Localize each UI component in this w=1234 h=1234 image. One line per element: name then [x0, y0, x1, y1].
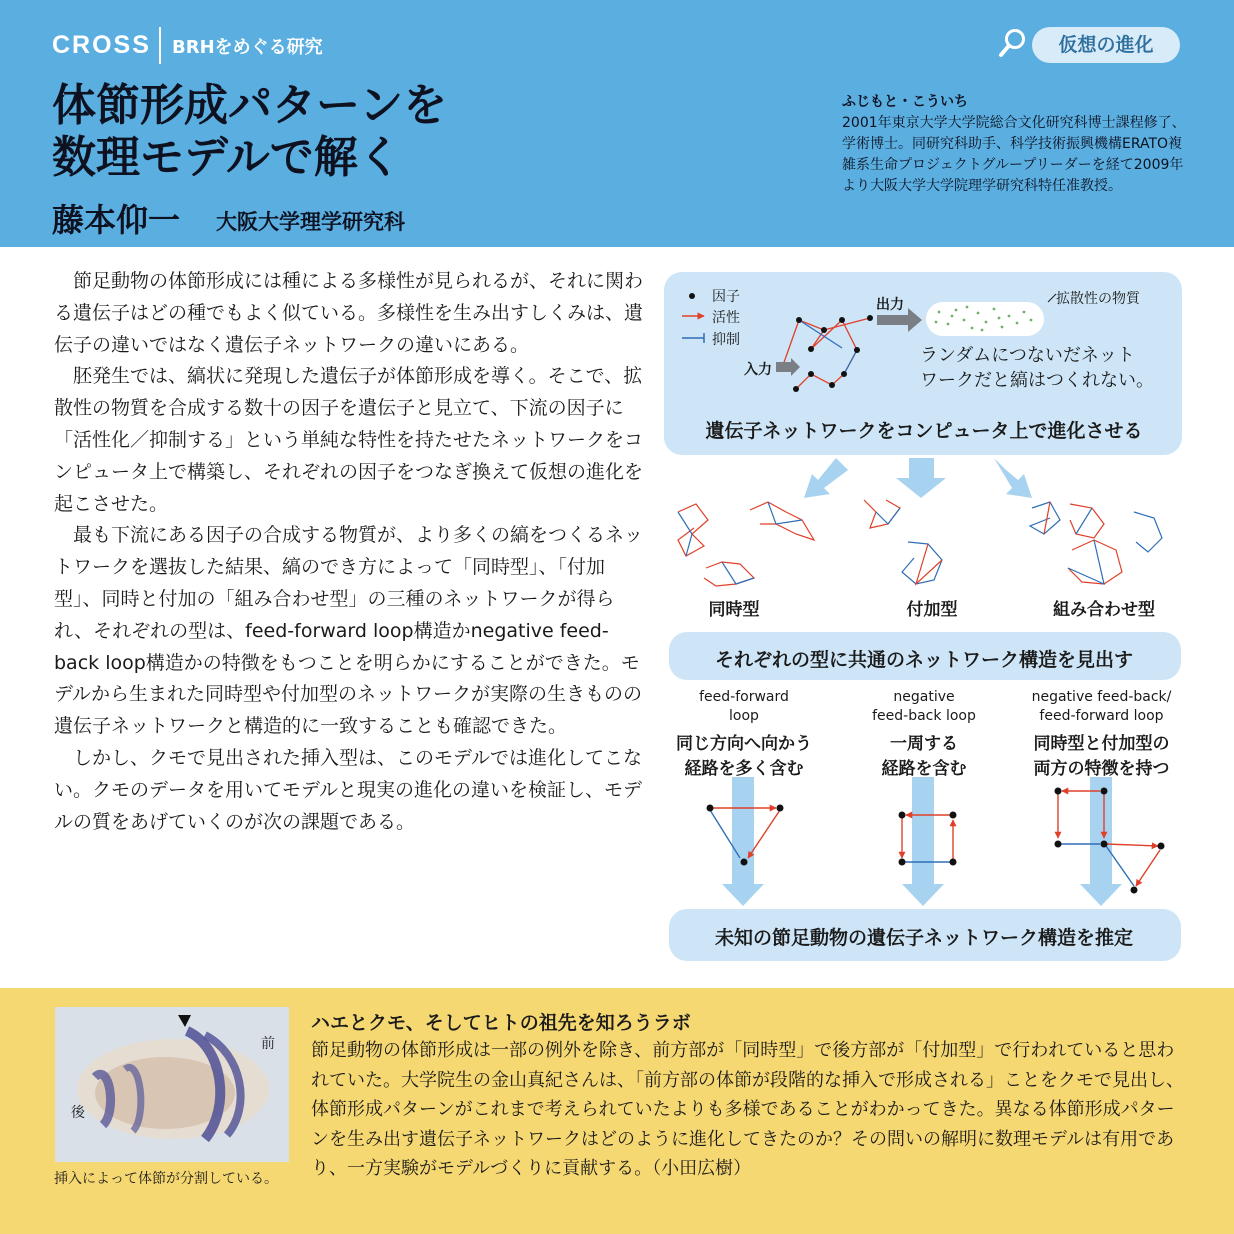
series-divider	[159, 27, 161, 64]
lab-title: ハエとクモ、そしてヒトの祖先を知ろうラボ	[311, 1012, 691, 1034]
author-name: 藤本仰一	[52, 201, 181, 239]
output-label: 出力	[876, 297, 904, 313]
structure-en-line: negative	[893, 689, 955, 705]
article-body	[54, 266, 650, 838]
title-line-2: 数理モデルで解く	[52, 132, 402, 183]
series-label: CROSS	[52, 31, 151, 59]
random-note-line: ランダムにつないだネット	[920, 345, 1135, 366]
random-network-nodes	[779, 315, 873, 392]
paragraph: 節足動物の体節形成には種による多様性が見られるが、それに関わる遺伝子はどの種でもよく似ている。多様性を生み出すしくみは、遺伝子の違いではなく遺伝子ネットワークの違いにある。	[54, 270, 644, 356]
paragraph: 最も下流にある因子の合成する物質が、より多くの縞をつくるネットワークを選抜した結果、縞のでき方によって「同時型」、「付加型」、同時と付加の「組み合わせ型」の三種のネットワークが得られ、それぞれの型は、feed-forward loop構造かnegative feed-back loop構造かの特徴をもつことを明らかにすることができた。モデルから生まれた同時型や付加型のネットワークが実際の生きものの遺伝子ネットワークと構造的に一致することも確認できた。	[54, 524, 644, 738]
photo-label-front: 前	[261, 1036, 275, 1052]
legend-inhibition: 抑制	[712, 332, 740, 348]
structure-en-line: loop	[729, 708, 759, 724]
inference-caption: 未知の節足動物の遺伝子ネットワーク構造を推定	[714, 927, 1133, 949]
type-additive: 付加型	[906, 600, 958, 620]
photo-caption: 挿入によって体節が分割している。	[54, 1171, 278, 1187]
author-affiliation: 大阪大学理学研究科	[216, 210, 405, 234]
additive-type-networks	[864, 500, 942, 584]
combination-type-networks	[1030, 502, 1162, 584]
page-title	[52, 80, 447, 184]
structure-jp-line: 経路を含む	[881, 759, 967, 779]
structure-ff-en	[664, 688, 824, 726]
structure-jp-line: 一周する	[890, 734, 958, 754]
search-icon	[998, 28, 1026, 58]
structure-jp-line: 同じ方向へ向かう	[676, 734, 812, 754]
structure-jp-line: 経路を多く含む	[684, 759, 804, 779]
evolution-arrows	[804, 444, 1032, 498]
structure-jp-line: 同時型と付加型の	[1033, 734, 1170, 754]
paragraph: しかし、クモで見出された挿入型は、このモデルでは進化してこない。クモのデータを用いてモデルと現実の進化の違いを検証し、モデルの質をあげていくのが次の課題である。	[54, 746, 643, 833]
input-label: 入力	[744, 362, 772, 378]
diffusive-substance	[926, 302, 1044, 336]
structure-combined-jp	[1019, 732, 1184, 782]
bio-name: ふじもと・こういち	[842, 94, 968, 110]
structure-jp-line: 両方の特徴を持つ	[1033, 759, 1170, 779]
diffusive-pointer	[1048, 294, 1056, 302]
type-combination: 組み合わせ型	[1053, 600, 1155, 620]
embryo-image	[55, 1007, 289, 1162]
spider-embryo-photo	[55, 1007, 289, 1162]
simultaneous-type-networks	[678, 502, 814, 586]
structure-en-line: negative feed-back/	[1031, 689, 1172, 705]
diffusive-label: 拡散性の物質	[1056, 291, 1140, 307]
title-line-1: 体節形成パターンを	[52, 80, 448, 131]
header-banner	[0, 0, 1234, 247]
photo-label-back: 後	[71, 1105, 85, 1121]
structure-en-line: feed-forward	[699, 689, 789, 705]
legend-node-icon	[689, 293, 695, 299]
evolve-caption: 遺伝子ネットワークをコンピュータ上で進化させる	[705, 420, 1143, 442]
structure-nfb-jp	[844, 732, 1004, 782]
structure-combined-en	[1019, 688, 1184, 726]
paragraph: 胚発生では、縞状に発現した遺伝子が体節形成を導く。そこで、拡散性の物質を合成する数十の因子を遺伝子と見立て、下流の因子に「活性化／抑制する」という単純な特性を持たせたネットワークをコンピュータ上で構築し、それぞれの因子をつなぎ換えて仮想の進化を起こさせた。	[54, 365, 644, 515]
author-bio	[842, 92, 1192, 197]
structure-en-line: feed-forward loop	[1039, 708, 1164, 724]
structure-arrows	[722, 777, 1122, 906]
series-subtitle: BRHをめぐる研究	[172, 37, 323, 58]
input-arrow-icon	[776, 358, 800, 376]
type-simultaneous: 同時型	[708, 600, 760, 620]
legend-factor: 因子	[712, 289, 740, 305]
common-structure-caption: それぞれの型に共通のネットワーク構造を見出す	[714, 649, 1133, 671]
structure-nfb-en	[844, 688, 1004, 726]
lab-text: 節足動物の体節形成は一部の例外を除き、前方部が「同時型」で後方部が「付加型」で行われていると思われていた。大学院生の金山真紀さんは、「前方部の体節が段階的な挿入で形成される」ことをクモで見出し、体節形成パターンがこれまで考えられていたよりも多様であることがわかってきた。異なる体節形成パターンを生み出す遺伝子ネットワークはどのように進化してきたのか？その問いの解明に数理モデルは有用であり、一方実験がモデルづくりに貢献する。（小田広樹）	[311, 1040, 1184, 1179]
random-note	[920, 343, 1154, 393]
bio-text: 2001年東京大学大学院総合文化研究科博士課程修了、学術博士。同研究科助手、科学技術振興機構ERATO複雑系生命プロジェクトグループリーダーを経て2009年より大阪大学大学院理学研究科特任准教授。	[842, 115, 1186, 194]
structure-en-line: feed-back loop	[872, 708, 976, 724]
legend-activation: 活性	[712, 310, 740, 326]
network-figure	[664, 272, 1184, 972]
structure-ff-jp	[664, 732, 824, 782]
random-note-line: ワークだと縞はつくれない。	[920, 370, 1154, 391]
topic-tag[interactable]: 仮想の進化	[1032, 27, 1180, 63]
